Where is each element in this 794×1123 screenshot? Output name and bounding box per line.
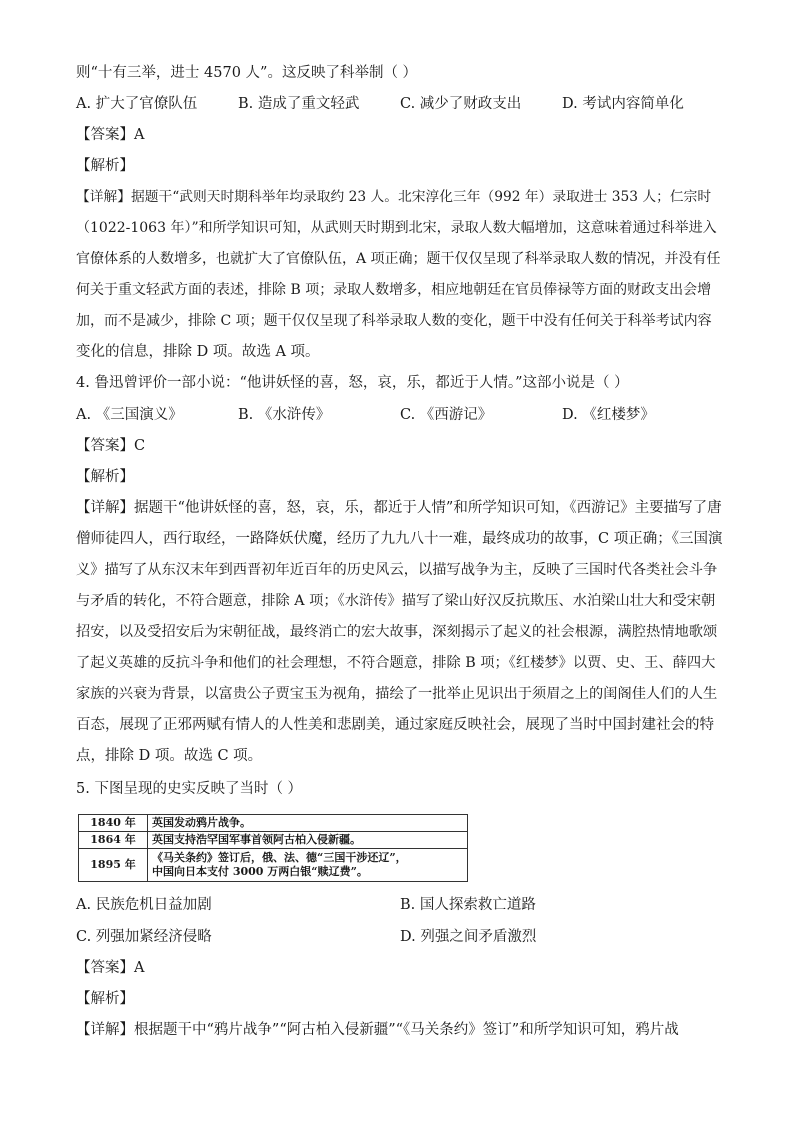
q4-detail-line: 了起义英雄的反抗斗争和他们的社会理想，不符合题意，排除 B 项；《红楼梦》以贾、史、王、薛四大: [76, 655, 716, 671]
q5-answer: 【答案】A: [76, 960, 145, 976]
q4-option-a: A. 《三国演义》: [76, 407, 183, 423]
q5-options-row-2: [76, 927, 716, 947]
table-event-cell: 英国支持浩罕国军事首领阿古柏入侵新疆。: [148, 832, 468, 849]
q3-option-c: C. 减少了财政支出: [400, 96, 522, 112]
q3-detail-line: （1022-1063 年）”和所学知识可知，从武则天时期到北宋，录取人数大幅增加，这意味着通过科举进入: [76, 220, 717, 236]
q4-option-d: D. 《红楼梦》: [562, 407, 655, 423]
q4-analysis-label: 【解析】: [76, 469, 134, 485]
q5-option-b: B. 国人探索救亡道路: [400, 897, 536, 913]
q5-detail-line: 【详解】根据题干中“鸦片战争”“阿古柏入侵新疆”“《马关条约》签订”和所学知识可知，鸦片战: [76, 1022, 679, 1038]
table-row: [79, 832, 468, 849]
q4-detail-line: 【详解】据题干“他讲妖怪的喜，怒，哀，乐，都近于人情”和所学知识可知，《西游记》主要描写了唐: [76, 500, 722, 516]
q4-detail-line: 点，排除 D 项。故选 C 项。: [76, 748, 263, 764]
q4-stem: 4. 鲁迅曾评价一部小说：“他讲妖怪的喜，怒，哀，乐，都近于人情。”这部小说是（ ）: [76, 375, 629, 391]
table-year-cell: 1840 年: [79, 815, 148, 832]
q4-detail-line: 僧师徒四人，西行取经，一路降妖伏魔，经历了九九八十一难，最终成功的故事，C 项正确；《三国演: [76, 531, 723, 547]
q3-option-b: B. 造成了重文轻武: [238, 96, 360, 112]
table-year-cell: 1895 年: [79, 849, 148, 882]
q5-option-c: C. 列强加紧经济侵略: [76, 929, 212, 945]
table-event-line: 中国向日本支付 3000 万两白银“赎辽费”。: [152, 865, 368, 878]
q4-detail-line: 家族的兴衰为背景，以富贵公子贾宝玉为视角，描绘了一批举止见识出于须眉之上的闺阁佳人们的人生: [76, 686, 718, 702]
q3-detail-line: 加，而不是减少，排除 C 项；题干仅仅呈现了科举录取人数的变化，题干中没有任何关于科举考试内容: [76, 313, 712, 329]
q4-detail-line: 义》描写了从东汉末年到西晋初年近百年的历史风云，以描写战争为主，反映了三国时代各类社会斗争: [76, 562, 718, 578]
q3-option-a: A. 扩大了官僚队伍: [76, 96, 198, 112]
q3-detail-line: 官僚体系的人数增多，也就扩大了官僚队伍，A 项正确；题干仅仅呈现了科举录取人数的情况，并没有任: [76, 251, 721, 267]
q5-analysis-label: 【解析】: [76, 991, 134, 1007]
table-year-cell: 1864 年: [79, 832, 148, 849]
q3-analysis-label: 【解析】: [76, 158, 134, 174]
q4-option-c: C. 《西游记》: [400, 407, 493, 423]
q5-stem: 5. 下图呈现的史实反映了当时（ ）: [76, 781, 303, 797]
q3-detail-line: 变化的信息，排除 D 项。故选 A 项。: [76, 344, 320, 360]
q4-detail-line: 招安，以及受招安后为宋朝征战，最终消亡的宏大故事，深刻揭示了起义的社会根源，满腔热情地歌颂: [76, 624, 718, 640]
table-event-line: 《马关条约》签订后，俄、法、德“三国干涉还辽”，: [152, 851, 407, 864]
q5-option-d: D. 列强之间矛盾激烈: [400, 929, 537, 945]
q4-detail-line: 与矛盾的转化，不符合题意，排除 A 项；《水浒传》描写了梁山好汉反抗欺压、水泊梁山壮大和受宋朝: [76, 593, 716, 609]
q4-options: [76, 405, 716, 425]
q5-option-a: A. 民族危机日益加剧: [76, 897, 212, 913]
q4-detail-line: 百态，展现了正邪两赋有情人的人性美和悲剧美，通过家庭反映社会，展现了当时中国封建社会的特: [76, 717, 714, 733]
q3-detail-line: 【详解】据题干“武则天时期科举年均录取约 23 人。北宋淳化三年（992 年）录取进士 353 人；仁宗时: [76, 189, 712, 205]
history-events-table: [78, 814, 468, 882]
q4-answer: 【答案】C: [76, 438, 146, 454]
q3-answer: 【答案】A: [76, 127, 145, 143]
q3-options: [76, 94, 716, 114]
q3-stem-end: 则“十有三举，进士 4570 人”。这反映了科举制（ ）: [76, 65, 418, 81]
q3-option-d: D. 考试内容简单化: [562, 96, 684, 112]
table-event-cell: [148, 849, 468, 882]
q3-detail-line: 何关于重文轻武方面的表述，排除 B 项；录取人数增多，相应地朝廷在官员俸禄等方面的财政支出会增: [76, 282, 712, 298]
table-event-cell: 英国发动鸦片战争。: [148, 815, 468, 832]
q5-options-row-1: [76, 895, 716, 915]
table-row: [79, 815, 468, 832]
table-row: [79, 849, 468, 882]
q4-option-b: B. 《水浒传》: [238, 407, 331, 423]
